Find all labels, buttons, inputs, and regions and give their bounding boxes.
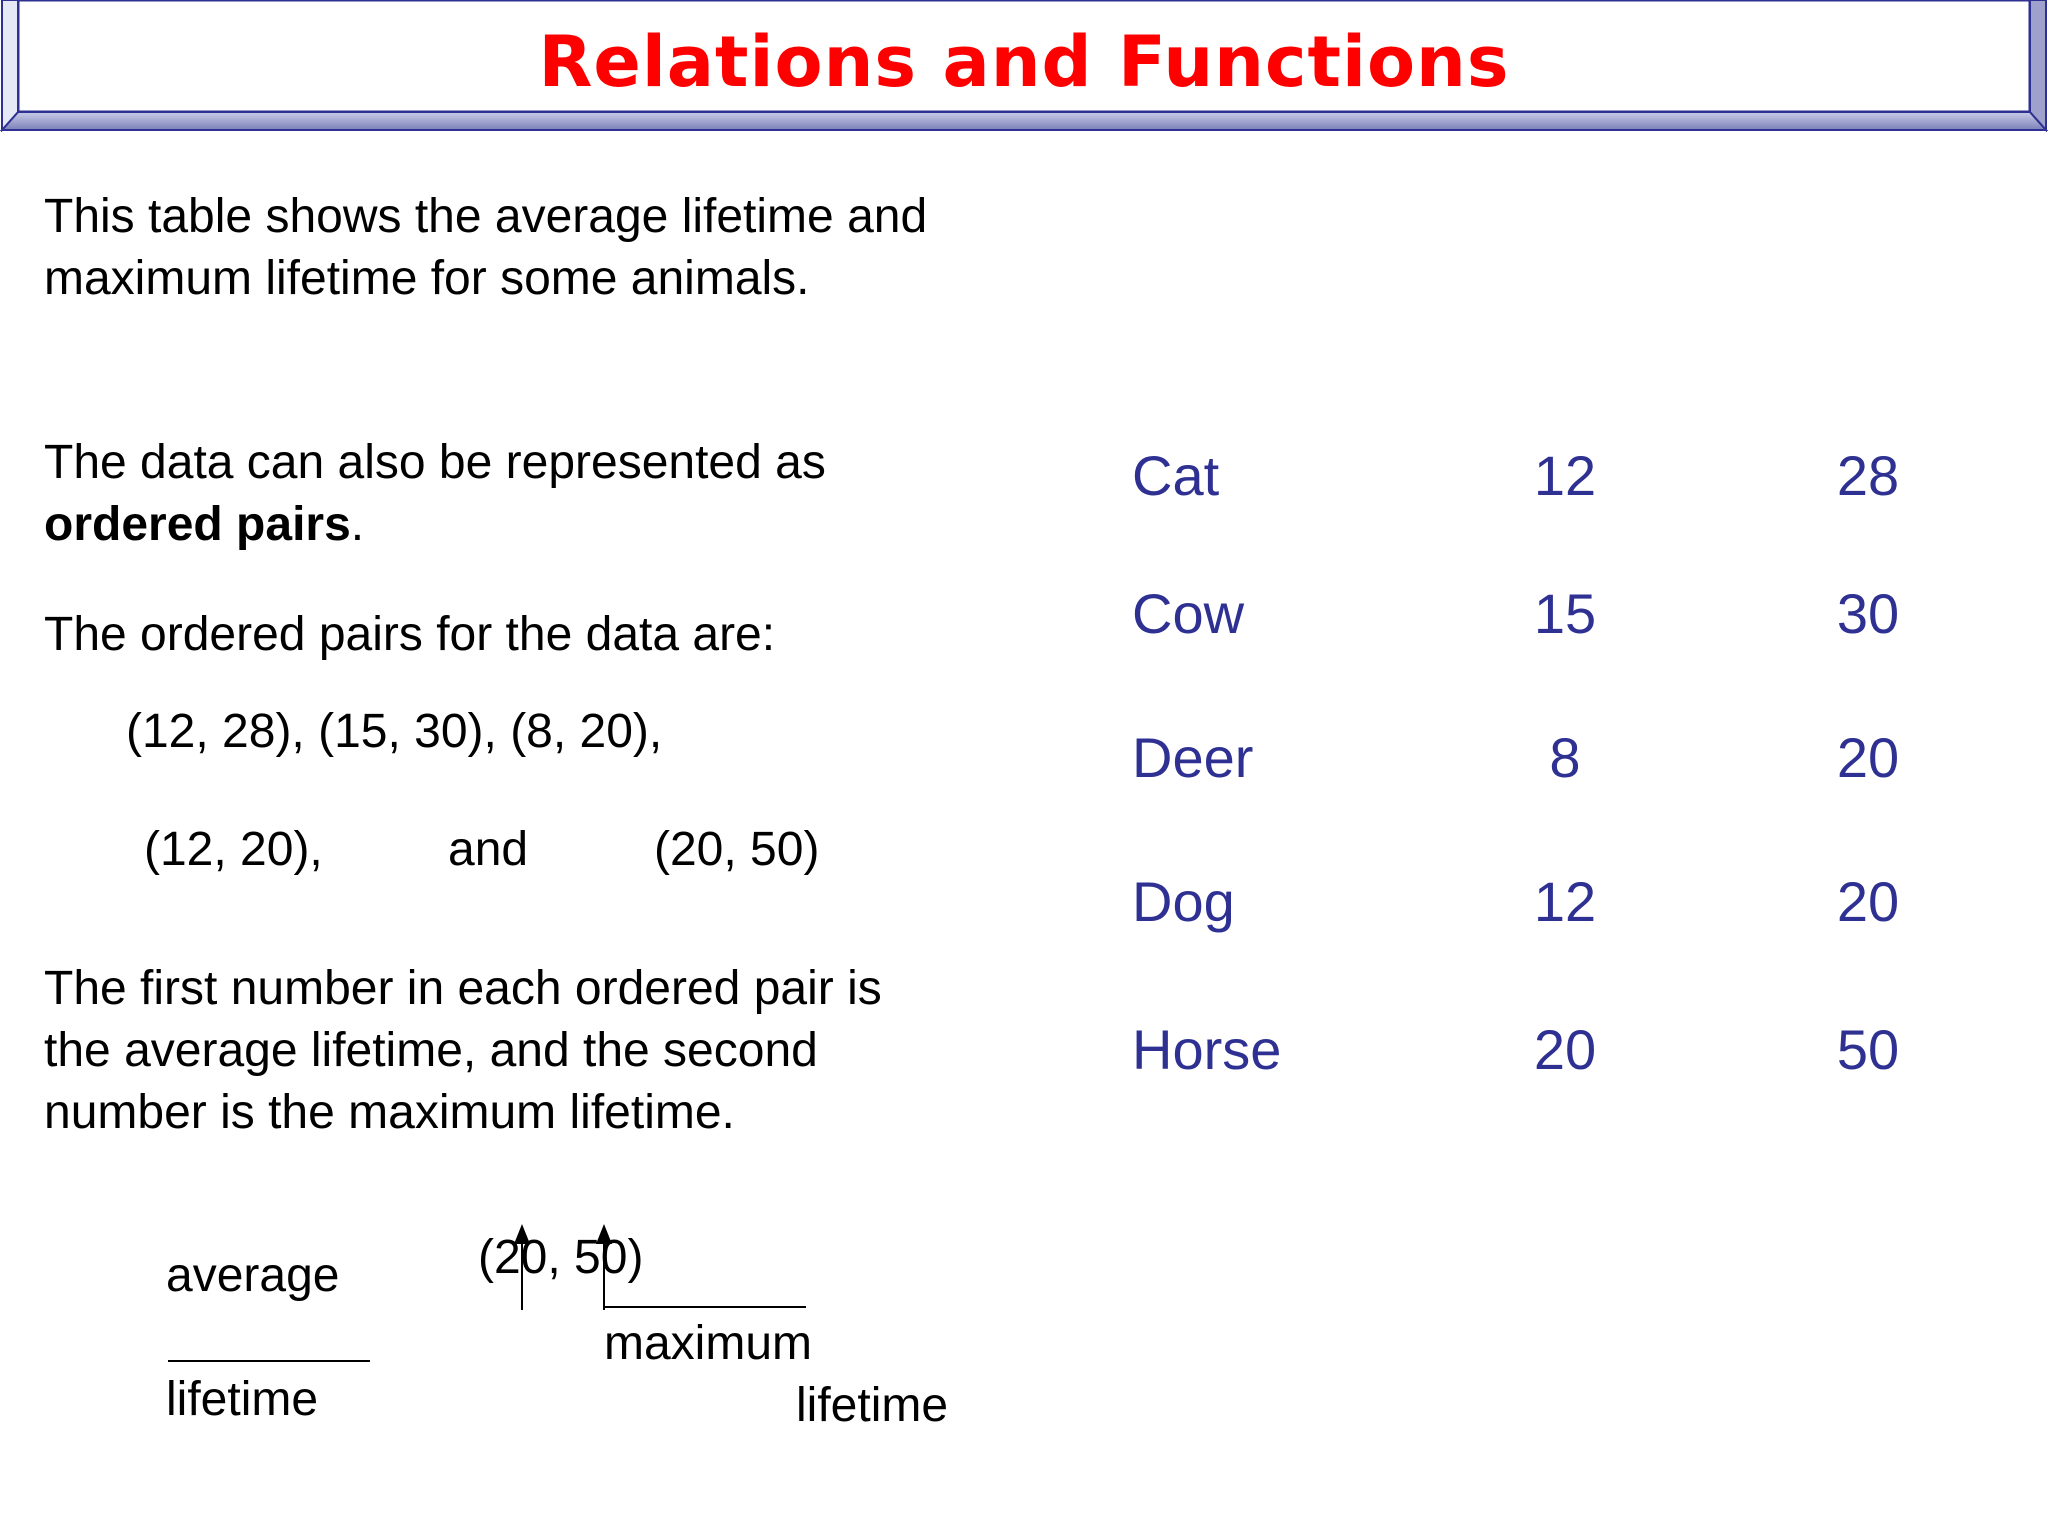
pairs-intro: The ordered pairs for the data are: xyxy=(44,608,776,661)
average-label-top: average xyxy=(166,1249,340,1302)
average-lifetime: 20 xyxy=(1533,1018,1597,1081)
animal-name: Horse xyxy=(1132,1018,1282,1081)
ordered-pairs-intro xyxy=(44,432,944,556)
pair-horse: (20, 50) xyxy=(654,823,820,876)
ordered-pairs-intro-suffix: . xyxy=(350,498,365,551)
maximum-lifetime: 28 xyxy=(1836,444,1900,507)
diagram-pair: (20, 50) xyxy=(478,1231,644,1284)
maximum-lifetime: 20 xyxy=(1836,726,1900,789)
first-number-pointer xyxy=(521,1240,523,1310)
ordered-pairs-intro-prefix: The data can also be represented as xyxy=(44,436,826,489)
animal-name: Cow xyxy=(1132,582,1245,645)
animal-name: Dog xyxy=(1132,870,1235,933)
average-lifetime: 15 xyxy=(1533,582,1597,645)
ordered-pairs-term: ordered pairs xyxy=(44,498,351,551)
maximum-lifetime: 20 xyxy=(1836,870,1900,933)
animal-name: Deer xyxy=(1132,726,1254,789)
second-number-pointer xyxy=(603,1240,605,1310)
animal-name: Cat xyxy=(1132,444,1220,507)
maximum-label-top: maximum xyxy=(604,1317,813,1370)
maximum-label-bottom: lifetime xyxy=(796,1379,949,1432)
average-lifetime: 12 xyxy=(1533,444,1597,507)
maximum-lifetime: 50 xyxy=(1836,1018,1900,1081)
title-bar xyxy=(0,0,2048,132)
average-lifetime: 12 xyxy=(1533,870,1597,933)
maximum-label-underline xyxy=(604,1306,806,1308)
explanation-text: The first number in each ordered pair is the average lifetime, and the second number is the maximum lifetime. xyxy=(44,962,882,1139)
pair-dog: (12, 20), xyxy=(144,823,323,876)
average-label-underline xyxy=(168,1360,370,1362)
average-lifetime: 8 xyxy=(1549,726,1581,789)
intro-text: This table shows the average lifetime and maximum lifetime for some animals. xyxy=(44,190,928,305)
pairs-line-1: (12, 28), (15, 30), (8, 20), xyxy=(126,705,663,758)
pair-and: and xyxy=(448,823,529,876)
average-label-bottom: lifetime xyxy=(166,1373,319,1426)
page-title: Relations and Functions xyxy=(538,21,1510,103)
maximum-lifetime: 30 xyxy=(1836,582,1900,645)
